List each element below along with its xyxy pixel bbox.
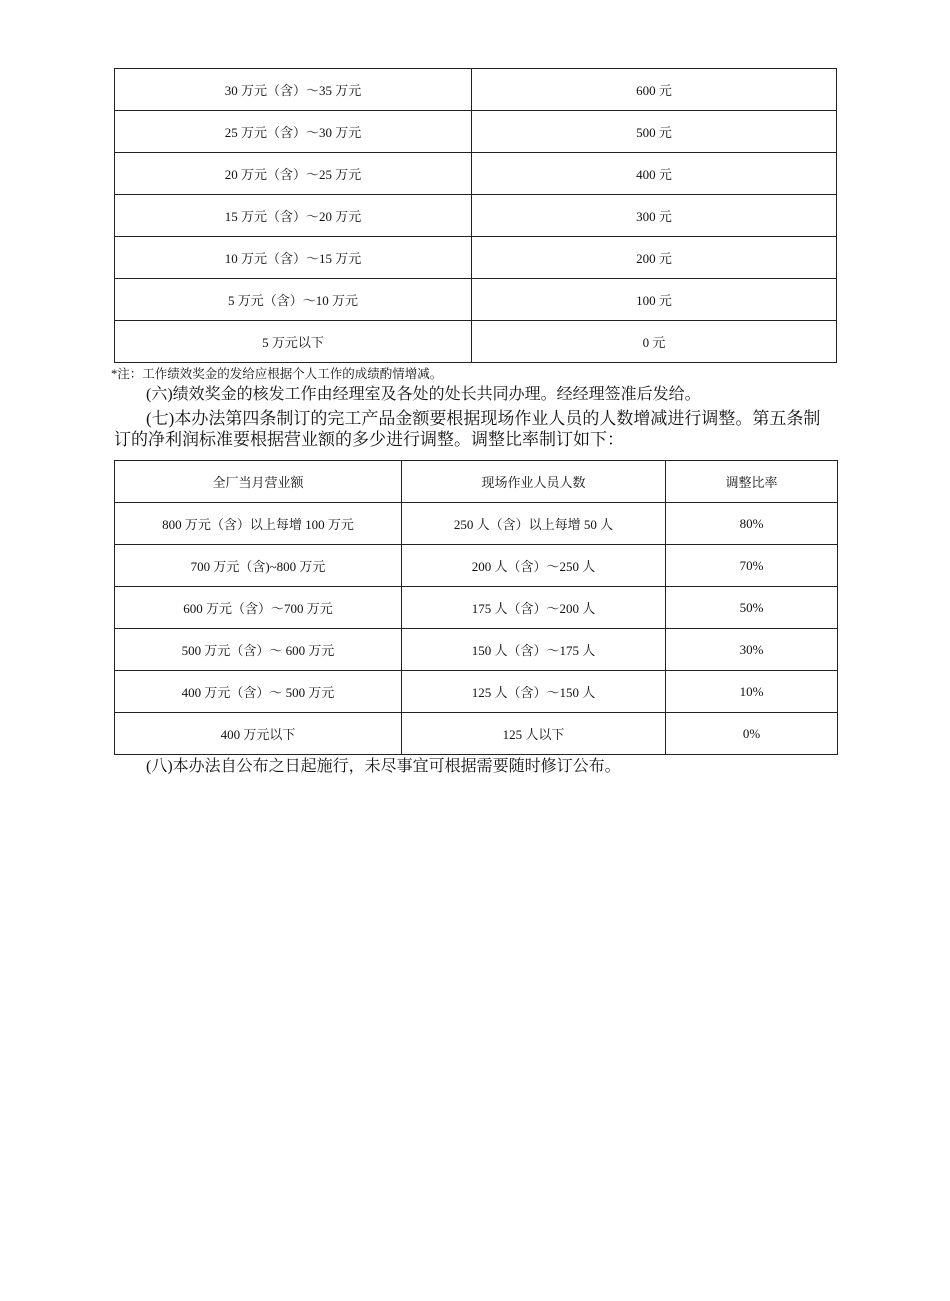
revenue-range-cell: 5 万元（含）～10 万元 xyxy=(115,279,472,321)
table-row xyxy=(115,629,838,671)
table-row xyxy=(115,153,837,195)
revenue-cell: 800 万元（含）以上每增 100 万元 xyxy=(115,503,402,545)
revenue-range-cell: 10 万元（含）～15 万元 xyxy=(115,237,472,279)
table-row xyxy=(115,713,838,755)
table-row xyxy=(115,321,837,363)
revenue-range-cell: 15 万元（含）～20 万元 xyxy=(115,195,472,237)
revenue-range-cell: 20 万元（含）～25 万元 xyxy=(115,153,472,195)
table-row xyxy=(115,237,837,279)
revenue-range-cell: 30 万元（含）～35 万元 xyxy=(115,69,472,111)
paragraph-seven: (七)本办法第四条制订的完工产品金额要根据现场作业人员的人数增减进行调整。第五条制订的净利润标准要根据营业额的多少进行调整。调整比率制订如下： xyxy=(114,409,821,449)
bonus-amount-cell: 300 元 xyxy=(472,195,837,237)
ratio-cell: 0% xyxy=(666,713,838,755)
table-row xyxy=(115,111,837,153)
revenue-cell: 400 万元以下 xyxy=(115,713,402,755)
ratio-cell: 80% xyxy=(666,503,838,545)
paragraph-six: (六)绩效奖金的核发工作由经理室及各处的处长共同办理。经经理签准后发给。 xyxy=(146,386,701,403)
workers-cell: 175 人（含）～200 人 xyxy=(402,587,666,629)
column-header: 全厂当月营业额 xyxy=(115,461,402,503)
column-header: 现场作业人员人数 xyxy=(402,461,666,503)
bonus-amount-cell: 0 元 xyxy=(472,321,837,363)
bonus-amount-cell: 400 元 xyxy=(472,153,837,195)
ratio-cell: 50% xyxy=(666,587,838,629)
revenue-cell: 600 万元（含）～700 万元 xyxy=(115,587,402,629)
table-row xyxy=(115,69,837,111)
revenue-range-cell: 25 万元（含）～30 万元 xyxy=(115,111,472,153)
table-row xyxy=(115,545,838,587)
workers-cell: 250 人（含）以上每增 50 人 xyxy=(402,503,666,545)
ratio-cell: 30% xyxy=(666,629,838,671)
bonus-table xyxy=(114,68,837,363)
revenue-range-cell: 5 万元以下 xyxy=(115,321,472,363)
table-footnote: *注：工作绩效奖金的发给应根据个人工作的成绩酌情增减。 xyxy=(111,367,443,381)
workers-cell: 125 人（含）～150 人 xyxy=(402,671,666,713)
revenue-cell: 700 万元（含)~800 万元 xyxy=(115,545,402,587)
bonus-amount-cell: 600 元 xyxy=(472,69,837,111)
workers-cell: 200 人（含）～250 人 xyxy=(402,545,666,587)
table-row xyxy=(115,671,838,713)
bonus-amount-cell: 200 元 xyxy=(472,237,837,279)
ratio-cell: 10% xyxy=(666,671,838,713)
revenue-cell: 500 万元（含）～ 600 万元 xyxy=(115,629,402,671)
table-row xyxy=(115,195,837,237)
revenue-cell: 400 万元（含）～ 500 万元 xyxy=(115,671,402,713)
paragraph-eight: (八)本办法自公布之日起施行，未尽事宜可根据需要随时修订公布。 xyxy=(146,758,621,775)
table-header-row xyxy=(115,461,838,503)
adjustment-table xyxy=(114,460,838,755)
table-row xyxy=(115,503,838,545)
workers-cell: 125 人以下 xyxy=(402,713,666,755)
bonus-amount-cell: 100 元 xyxy=(472,279,837,321)
workers-cell: 150 人（含）～175 人 xyxy=(402,629,666,671)
table-row xyxy=(115,587,838,629)
bonus-amount-cell: 500 元 xyxy=(472,111,837,153)
ratio-cell: 70% xyxy=(666,545,838,587)
column-header: 调整比率 xyxy=(666,461,838,503)
table-row xyxy=(115,279,837,321)
